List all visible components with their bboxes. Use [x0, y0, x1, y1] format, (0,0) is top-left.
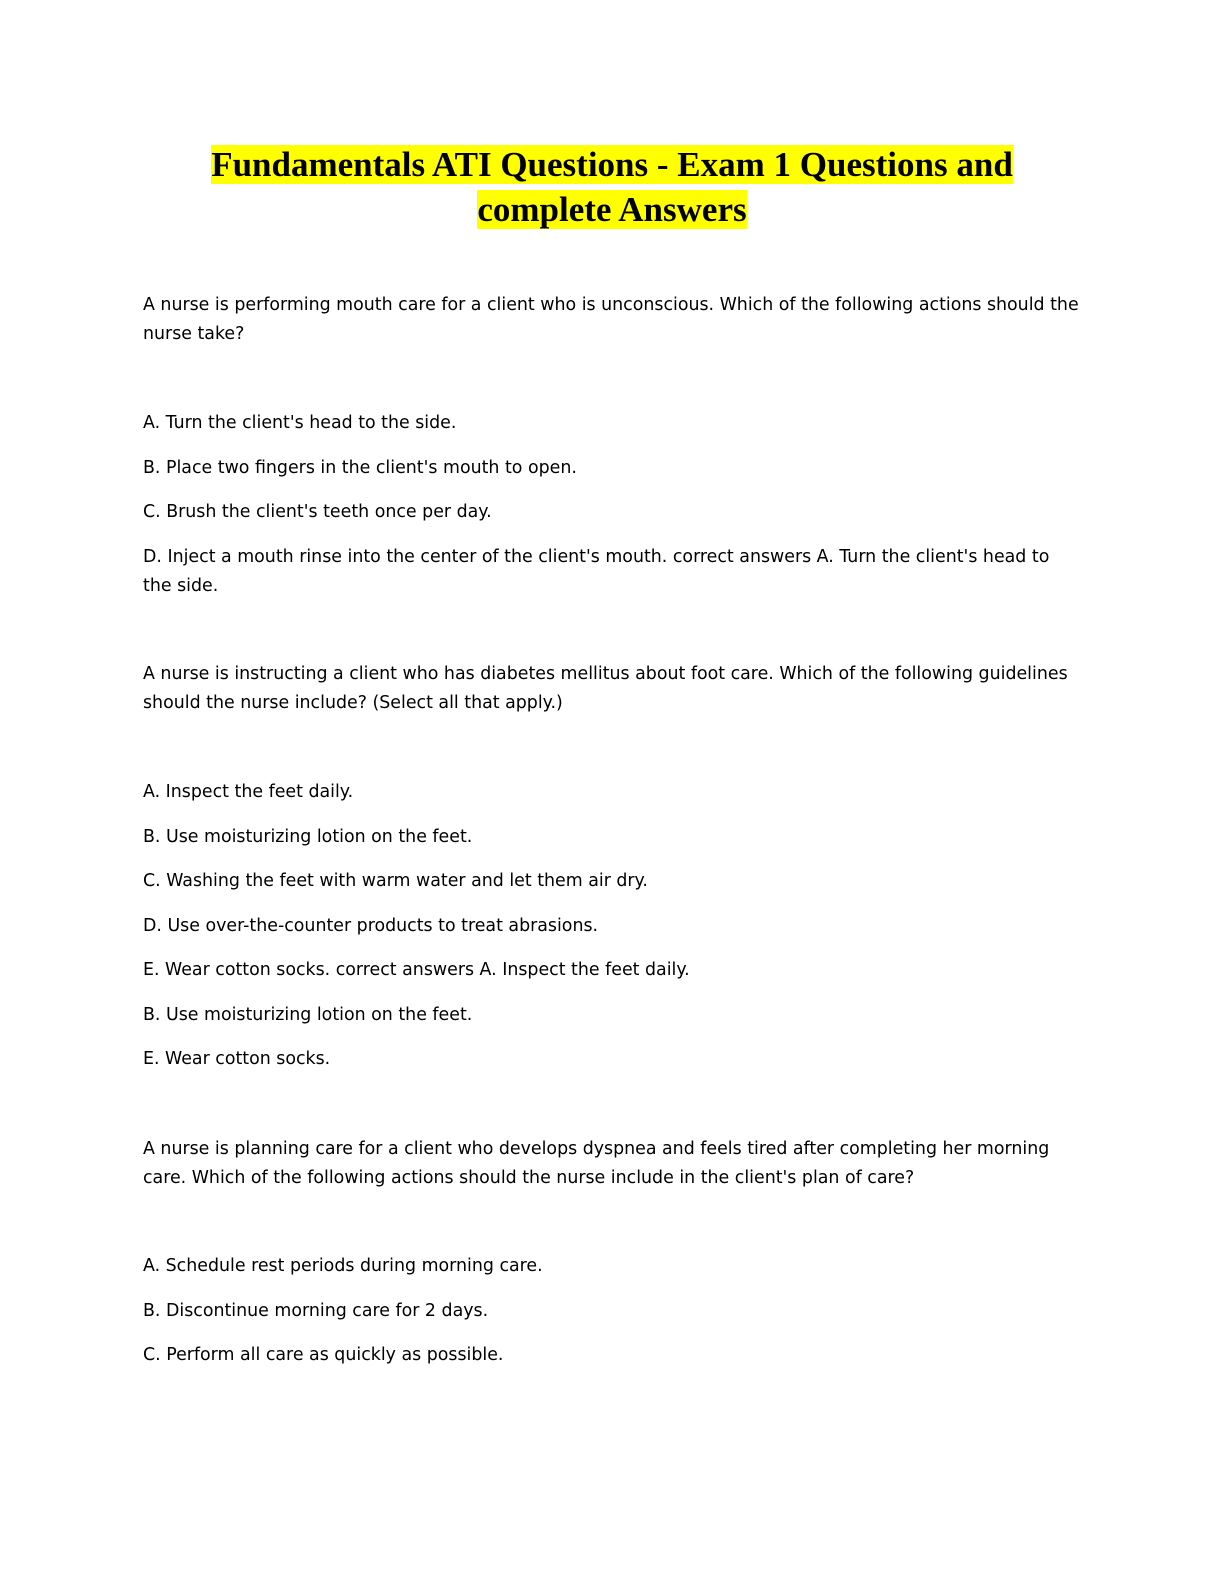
question-2-option-a: A. Inspect the feet daily.: [143, 782, 354, 802]
question-2-option-c: C. Washing the feet with warm water and let them air dry.: [143, 871, 648, 891]
title-line-1: Fundamentals ATI Questions - Exam 1 Questions and: [211, 145, 1013, 184]
question-2-answer-b: B. Use moisturizing lotion on the feet.: [143, 1005, 473, 1025]
question-1-option-c: C. Brush the client's teeth once per day.: [143, 502, 492, 522]
question-3-option-a: A. Schedule rest periods during morning care.: [143, 1256, 543, 1276]
question-2-option-d: D. Use over-the-counter products to treat abrasions.: [143, 916, 599, 936]
question-1-option-d-answer: D. Inject a mouth rinse into the center of the client's mouth. correct answers A. Turn the client's head to the side.: [143, 547, 1050, 596]
question-2-option-b: B. Use moisturizing lotion on the feet.: [143, 827, 473, 847]
question-1-option-a: A. Turn the client's head to the side.: [143, 413, 457, 433]
document-title: [100, 142, 1124, 232]
question-3-option-b: B. Discontinue morning care for 2 days.: [143, 1301, 489, 1321]
question-3-prompt: A nurse is planning care for a client who develops dyspnea and feels tired after completing her morning care. Which of the following actions should the nurse include in the client's plan of care?: [143, 1139, 1050, 1188]
question-2-answer-e: E. Wear cotton socks.: [143, 1049, 331, 1069]
question-2-option-e-answer: E. Wear cotton socks. correct answers A. Inspect the feet daily.: [143, 960, 690, 980]
question-3-option-c: C. Perform all care as quickly as possible.: [143, 1345, 504, 1365]
title-line-2: complete Answers: [477, 190, 747, 229]
question-2-prompt: A nurse is instructing a client who has diabetes mellitus about foot care. Which of the following guidelines should the nurse include? (Select all that apply.): [143, 664, 1068, 713]
question-1-prompt: A nurse is performing mouth care for a client who is unconscious. Which of the following actions should the nurse take?: [143, 295, 1079, 344]
question-1-option-b: B. Place two fingers in the client's mouth to open.: [143, 458, 577, 478]
